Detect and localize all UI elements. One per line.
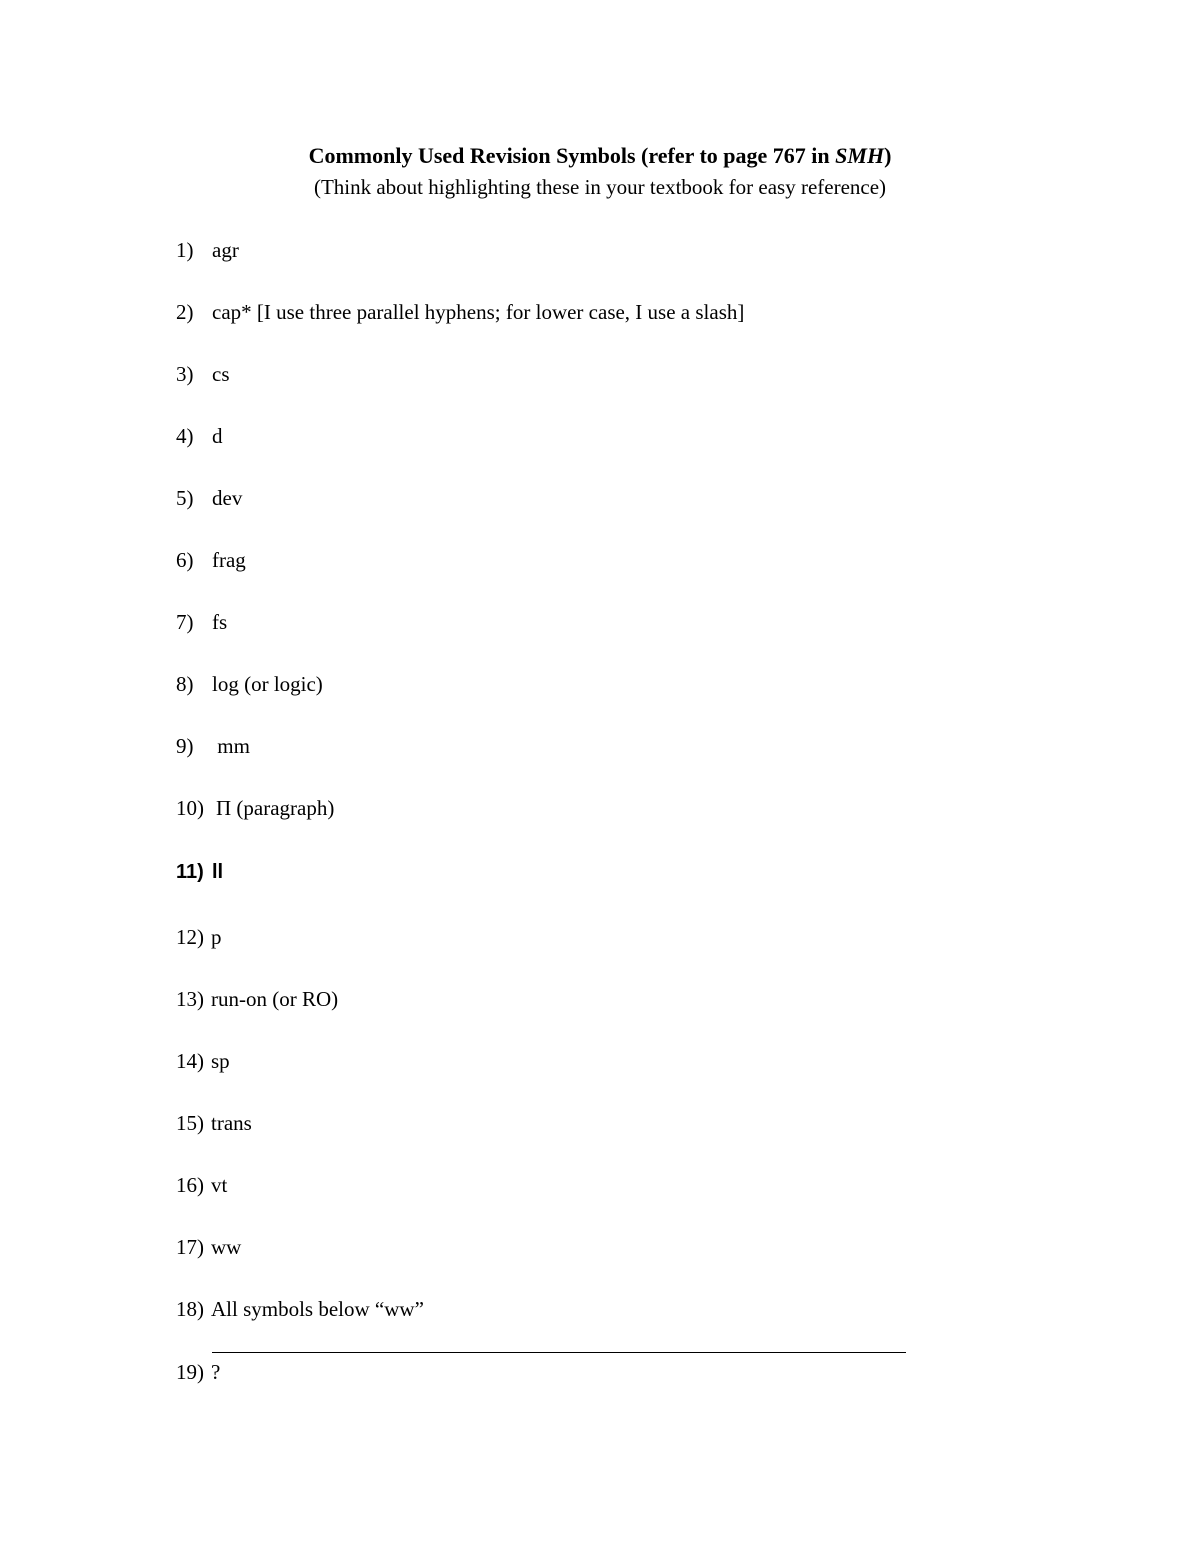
list-item-number: 19) xyxy=(176,1360,204,1384)
list-item xyxy=(176,1170,227,1200)
list-item-text: fs xyxy=(212,610,228,634)
horizontal-rule xyxy=(212,1352,906,1353)
list-item xyxy=(176,359,230,389)
list-item-number: 12) xyxy=(176,925,204,949)
list-item xyxy=(176,1294,424,1324)
list-item-text: frag xyxy=(212,548,246,572)
list-item xyxy=(176,731,250,761)
list-item-number: 18) xyxy=(176,1297,204,1321)
list-item-number: 4) xyxy=(176,424,194,448)
list-item-number: 11) xyxy=(176,861,204,883)
list-item-text: mm xyxy=(212,734,250,758)
list-item-number: 1) xyxy=(176,238,194,262)
list-item-text: agr xyxy=(212,238,239,262)
list-item-number: 10) xyxy=(176,796,204,820)
list-item xyxy=(176,483,242,513)
list-item-number: 14) xyxy=(176,1049,204,1073)
list-item xyxy=(176,984,338,1014)
list-item-text: cap* [I use three parallel hyphens; for lower case, I use a slash] xyxy=(212,300,745,324)
list-item-number: 9) xyxy=(176,734,194,758)
list-item-text: d xyxy=(212,424,223,448)
title-italic: SMH xyxy=(835,143,885,168)
list-item-text: run-on (or RO) xyxy=(211,987,339,1011)
list-item-number: 17) xyxy=(176,1235,204,1259)
list-item xyxy=(176,793,334,823)
list-item xyxy=(176,421,223,451)
list-item-number: 16) xyxy=(176,1173,204,1197)
list-item-text: All symbols below “ww” xyxy=(211,1297,424,1321)
list-item xyxy=(176,607,227,637)
title-close: ) xyxy=(884,143,892,168)
list-item-text: sp xyxy=(211,1049,230,1073)
list-item-number: 3) xyxy=(176,362,194,386)
list-item-number: 5) xyxy=(176,486,194,510)
list-item-text: dev xyxy=(212,486,243,510)
list-item-text: cs xyxy=(212,362,230,386)
list-item xyxy=(176,857,223,887)
list-item xyxy=(176,922,222,952)
list-item xyxy=(176,1046,230,1076)
list-item-number: 7) xyxy=(176,610,194,634)
list-item-number: 6) xyxy=(176,548,194,572)
list-item xyxy=(176,297,744,327)
list-item-number: 2) xyxy=(176,300,194,324)
list-item-number: 13) xyxy=(176,987,204,1011)
list-item xyxy=(176,235,239,265)
list-item-text: ww xyxy=(211,1235,242,1259)
page-subtitle: (Think about highlighting these in your textbook for easy reference) xyxy=(313,175,887,199)
list-item-text: ll xyxy=(212,861,224,883)
title-main: Commonly Used Revision Symbols (refer to page 767 in xyxy=(308,143,836,168)
list-item xyxy=(176,669,323,699)
list-item xyxy=(176,545,246,575)
list-item-text: trans xyxy=(211,1111,252,1135)
list-item-text: vt xyxy=(211,1173,228,1197)
list-item-text: Π (paragraph) xyxy=(216,796,335,820)
list-item-text: ? xyxy=(211,1360,221,1384)
list-item-number: 15) xyxy=(176,1111,204,1135)
list-item xyxy=(176,1108,252,1138)
list-item xyxy=(176,1232,241,1262)
list-item-number: 8) xyxy=(176,672,194,696)
page-title xyxy=(0,141,1200,171)
list-item xyxy=(176,1357,220,1387)
list-item-text: log (or logic) xyxy=(212,672,323,696)
list-item-text: p xyxy=(211,925,222,949)
